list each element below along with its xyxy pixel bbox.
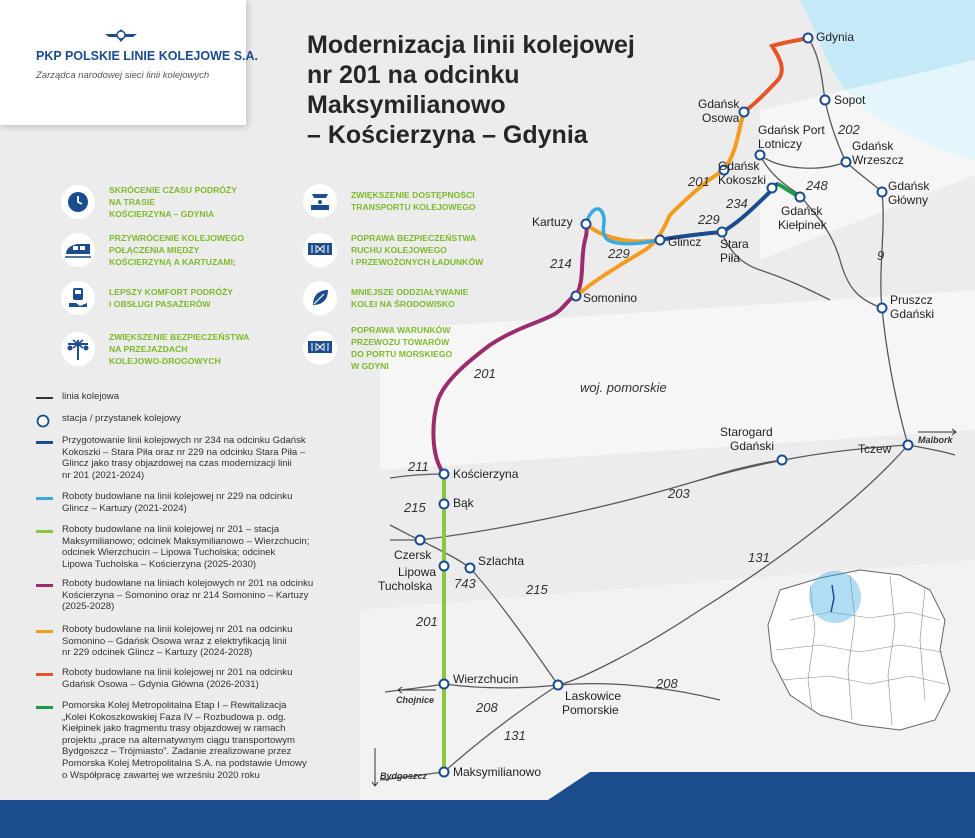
legend-text-line: Roboty budowlane na liniach kolejowych nr 201 na odcinku — [62, 578, 314, 589]
legend-station — [36, 413, 181, 434]
legend-text-line: (2025-2028) — [62, 601, 115, 613]
label-osowa-1: Gdańsk — [698, 97, 740, 111]
line-number-131b: 131 — [504, 728, 526, 743]
legend-text — [62, 667, 364, 690]
project-line-orange-229 — [586, 224, 660, 241]
objective-line: RUCHU KOLEJOWEGO — [351, 245, 447, 255]
legend-text-line: Somonino – Gdańsk Osowa wraz z elektryfikacją linii — [62, 635, 287, 647]
station-lipowa — [440, 562, 449, 571]
objective-line: I OBSŁUGI PASAŻERÓW — [109, 299, 211, 309]
legend-text-line: Roboty budowlane na linii kolejowej nr 229 na odcinku — [62, 491, 293, 502]
legend-project-item — [36, 578, 364, 613]
legend-text-line: Bydgoszcz – Trójmiasto”. Zadanie zrealizowane przez — [62, 746, 292, 758]
legend-color-line — [36, 706, 53, 709]
objective-environment — [303, 281, 468, 315]
label-kielpinek-1: Gdańsk — [781, 204, 823, 218]
legend-text-line: Maksymilianowo; odcinek Maksymilianowo – Wierzchucin; — [62, 535, 310, 547]
line-number-215b: 215 — [526, 582, 548, 597]
legend-text-line: Roboty budowlane na linii kolejowej nr 201 na odcinku — [62, 667, 293, 678]
title-line-3: Maksymilianowo — [307, 91, 506, 119]
station-gdynia — [804, 34, 813, 43]
label-wrzeszcz-2: Wrzeszcz — [852, 153, 904, 167]
legend-symbol — [36, 673, 54, 676]
direction-chojnice: Chojnice — [396, 695, 435, 705]
objective-line: POPRAWA WARUNKÓW — [351, 325, 451, 335]
legend-text-line: Kokoszki – Stara Piła oraz nr 229 na odcinku Stara Piła – — [62, 446, 306, 458]
legend-text-line: Przygotowanie linii kolejowych nr 234 na odcinku Gdańsk — [62, 435, 306, 446]
station-laskowice — [554, 681, 563, 690]
station-koscierzyna — [440, 470, 449, 479]
objective-line: PRZEWOZU TOWARÓW — [351, 337, 450, 347]
station-stara-pila — [718, 228, 727, 237]
legend-text: linia kolejowa — [62, 391, 120, 402]
legend-text-line: nr 229 odcinek Glincz – Kartuzy (2024-2028) — [62, 647, 253, 659]
legend-symbol — [36, 630, 54, 633]
legend-color-line — [36, 584, 53, 587]
objective-line: NA TRASIE — [109, 197, 155, 207]
legend-color-line — [36, 673, 53, 676]
legend-symbol — [36, 530, 54, 533]
objective-line: KOŚCIERZYNĄ A KARTUZAMI; — [109, 257, 236, 267]
station-czersk — [416, 536, 425, 545]
station-sopot — [821, 96, 830, 105]
label-lipowa-1: Lipowa — [398, 565, 437, 579]
label-bak: Bąk — [453, 496, 474, 510]
objective-text — [109, 331, 249, 367]
legend-text-line: odcinek Wierzchucin – Lipowa Tucholska; odcinek — [62, 547, 276, 559]
crossing-signal-icon — [61, 332, 95, 366]
legend-text-line: Glincz – Kartuzy (2021-2024) — [62, 502, 187, 514]
label-wrzeszcz-1: Gdańsk — [852, 139, 894, 153]
label-laskowice-2: Pomorskie — [562, 703, 619, 717]
label-laskowice-1: Laskowice — [565, 689, 622, 703]
brand-name: PKP POLSKIE LINIE KOLEJOWE S.A. — [36, 49, 259, 63]
pkp-logo-icon — [103, 26, 139, 46]
legend-text — [62, 624, 364, 659]
objective-line: KOLEJOWO-DROGOWYCH — [109, 356, 221, 366]
region-label: woj. pomorskie — [580, 380, 667, 395]
clock-icon — [61, 185, 95, 219]
label-port-1: Gdańsk Port — [758, 123, 825, 137]
project-line-red-201 — [744, 38, 808, 112]
line-number-208b: 208 — [476, 700, 498, 715]
objective-text — [351, 324, 452, 372]
station-wrzeszcz — [842, 158, 851, 167]
label-koscierzyna: Kościerzyna — [453, 467, 519, 481]
objective-line: NA PRZEJAZDACH — [109, 344, 188, 354]
station-maksymilianowo — [440, 768, 449, 777]
line-number-215a: 215 — [404, 500, 426, 515]
legend-text-line: Pomorska Kolej Metropolitalna S.A. na podstawie Umowy — [62, 757, 307, 769]
label-glowny-1: Gdańsk — [888, 179, 930, 193]
label-sopot: Sopot — [834, 93, 866, 107]
accessibility-icon — [303, 184, 337, 218]
line-number-229a: 229 — [698, 212, 720, 227]
objective-text — [351, 232, 483, 268]
label-maksymilianowo: Maksymilianowo — [453, 765, 542, 779]
highlight-area — [809, 571, 861, 623]
line-number-131a: 131 — [748, 550, 770, 565]
line-number-248: 248 — [806, 178, 828, 193]
legend-text — [62, 435, 364, 481]
legend-text — [62, 700, 364, 781]
objective-comfort — [61, 281, 233, 315]
title-line-4: – Kościerzyna – Gdynia — [307, 121, 588, 149]
label-tczew: Tczew — [858, 442, 892, 456]
objective-line: PRZYWRÓCENIE KOLEJOWEGO — [109, 233, 245, 243]
page-title — [307, 30, 707, 150]
freight-wagon-icon — [303, 331, 337, 365]
station-kielpinek — [796, 193, 805, 202]
line-number-201b: 201 — [474, 366, 496, 381]
line-number-214: 214 — [550, 256, 572, 271]
legend-project-item — [36, 491, 364, 514]
label-pruszcz-1: Pruszcz — [890, 293, 933, 307]
station-kokoszki-junction — [768, 184, 777, 193]
legend-project-item — [36, 667, 364, 690]
station-glowny — [878, 188, 887, 197]
freight-wagon-icon — [303, 233, 337, 267]
objective-line: TRANSPORTU KOLEJOWEGO — [351, 202, 476, 212]
station-somonino — [572, 292, 581, 301]
legend-color-line — [36, 441, 53, 444]
objective-port-freight — [303, 324, 452, 372]
legend-symbol — [36, 497, 54, 500]
legend-text-line: projektu „prace na alternatywnym ciągu transportowym — [62, 734, 296, 746]
label-pruszcz-2: Gdański — [890, 307, 935, 321]
legend-text — [62, 578, 364, 613]
objective-travel-time — [61, 184, 237, 220]
station-tczew — [904, 441, 913, 450]
line-malbork — [908, 445, 955, 455]
line-number-234: 234 — [726, 196, 748, 211]
label-lipowa-2: Tucholska — [378, 579, 433, 593]
legend-project-item — [36, 624, 364, 659]
line-number-201c: 201 — [416, 614, 438, 629]
line-number-743: 743 — [454, 576, 476, 591]
label-kokoszki-1: Gdańsk — [718, 159, 760, 173]
station-wierzchucin — [440, 680, 449, 689]
legend-color-line — [36, 530, 53, 533]
train-icon — [61, 233, 95, 267]
legend-color-line — [36, 630, 53, 633]
legend-project-item — [36, 435, 364, 481]
objective-accessibility — [303, 184, 476, 218]
objective-text — [109, 286, 233, 310]
legend-color-line — [36, 497, 53, 500]
legend-text-line: Roboty budowlane na linii kolejowej nr 201 – stacja — [62, 524, 280, 535]
legend-text-line: Kościerzyna – Somonino oraz nr 214 Somonino – Kartuzy — [62, 589, 309, 601]
label-glincz: Glincz — [668, 235, 702, 249]
brand-tagline: Zarządca narodowej sieci linii kolejowych — [36, 70, 210, 81]
objective-line: KOŚCIERZYNA – GDYNIA — [109, 209, 215, 219]
line-211 — [390, 474, 444, 478]
legend-text-line: nr 201 (2021-2024) — [62, 469, 145, 481]
objective-text — [109, 184, 237, 220]
label-gdynia: Gdynia — [816, 30, 855, 44]
legend-text — [62, 524, 364, 570]
objective-traffic-safety — [303, 232, 483, 268]
legend-symbol — [36, 706, 54, 709]
objective-line: ZWIĘKSZENIE DOSTĘPNOŚCI — [351, 190, 475, 200]
label-port-2: Lotniczy — [758, 137, 803, 151]
station-starogard — [778, 456, 787, 465]
title-line-1: Modernizacja linii kolejowej — [307, 31, 635, 59]
label-somonino: Somonino — [583, 291, 638, 305]
legend-symbol — [36, 441, 54, 444]
line-number-203: 203 — [668, 486, 690, 501]
station-szlachta — [466, 564, 475, 573]
line-number-9: 9 — [877, 248, 885, 263]
objective-line: W GDYNI — [351, 361, 389, 371]
legend-project-item — [36, 700, 364, 781]
legend-text-line: Pomorska Kolej Metropolitalna Etap I – Rewitalizacja — [62, 700, 287, 711]
objective-line: DO PORTU MORSKIEGO — [351, 349, 453, 359]
objective-line: POPRAWA BEZPIECZEŃSTWA — [351, 233, 477, 243]
objective-line: LEPSZY KOMFORT PODRÓŻY — [109, 287, 233, 297]
leaf-icon — [303, 281, 337, 315]
legend-text-line: Kiełpinek jako fragmentu trasy objazdowej w ramach — [62, 723, 286, 735]
objective-crossing-safety — [61, 331, 249, 367]
label-stara-pila-1: Stara — [720, 237, 749, 251]
legend-text-line: Roboty budowlane na linii kolejowej nr 201 na odcinku — [62, 624, 293, 635]
line-number-202: 202 — [838, 122, 860, 137]
legend-text-line: Glincz jako trasy objazdowej na czas modernizacji linii — [62, 458, 292, 470]
objective-line: ZWIĘKSZENIE BEZPIECZEŃSTWA — [109, 332, 250, 342]
objective-text — [351, 286, 468, 310]
label-osowa-2: Osowa — [702, 111, 740, 125]
label-starogard-2: Gdański — [730, 439, 775, 453]
legend-text-line: Gdańsk Osowa – Gdynia Główna (2026-2031) — [62, 678, 259, 690]
label-wierzchucin: Wierzchucin — [453, 672, 519, 686]
line-number-208a: 208 — [656, 676, 678, 691]
label-szlachta: Szlachta — [478, 554, 525, 568]
line-number-229b: 229 — [608, 246, 630, 261]
title-line-2: nr 201 na odcinku — [307, 61, 520, 89]
label-glowny-2: Główny — [888, 193, 929, 207]
brand-box — [0, 0, 259, 125]
label-kartuzy: Kartuzy — [532, 215, 573, 229]
objective-line: KOLEI NA ŚRODOWISKO — [351, 299, 455, 309]
station-kartuzy — [582, 220, 591, 229]
legend-text-line: Lipowa Tucholska – Kościerzyna (2025-2030) — [62, 558, 257, 570]
legend-symbol — [36, 397, 54, 399]
station-bak — [440, 500, 449, 509]
objective-line: MNIEJSZE ODDZIAŁYWANIE — [351, 287, 469, 297]
objective-text — [351, 189, 476, 213]
direction-bydgoszcz: Bydgoszcz — [380, 771, 428, 781]
objective-line: I PRZEWOŻONYCH ŁADUNKÓW — [351, 257, 484, 267]
legend-rail-line — [36, 391, 119, 403]
objective-line: SKRÓCENIE CZASU PODRÓŻY — [109, 185, 237, 195]
passenger-service-icon — [61, 281, 95, 315]
label-kielpinek-2: Kiełpinek — [778, 218, 827, 232]
station-glincz — [656, 236, 665, 245]
legend-text-line: „Kolei Kokoszkowskiej Faza IV – Rozbudowa p. odg. — [62, 711, 286, 723]
station-gdansk-osowa — [740, 108, 749, 117]
legend-project-item — [36, 524, 364, 570]
line-number-201a: 201 — [688, 174, 710, 189]
objective-text — [109, 232, 244, 268]
label-kokoszki-2: Kokoszki — [718, 173, 767, 187]
label-czersk: Czersk — [394, 548, 432, 562]
objective-kartuzy-connection — [61, 232, 244, 268]
label-starogard-1: Starogard — [720, 425, 773, 439]
legend-symbol — [36, 584, 54, 587]
station-pruszcz — [878, 304, 887, 313]
objective-line: POŁĄCZENIA MIĘDZY — [109, 245, 200, 255]
legend-text — [62, 491, 364, 514]
label-stara-pila-2: Piła — [720, 251, 741, 265]
direction-malbork: Malbork — [918, 435, 953, 445]
legend-text: stacja / przystanek kolejowy — [62, 413, 181, 424]
line-number-211: 211 — [408, 459, 429, 474]
legend-symbol — [36, 413, 54, 434]
legend-text-line: o Współpracę zawartej we wrześniu 2020 roku — [62, 769, 260, 781]
